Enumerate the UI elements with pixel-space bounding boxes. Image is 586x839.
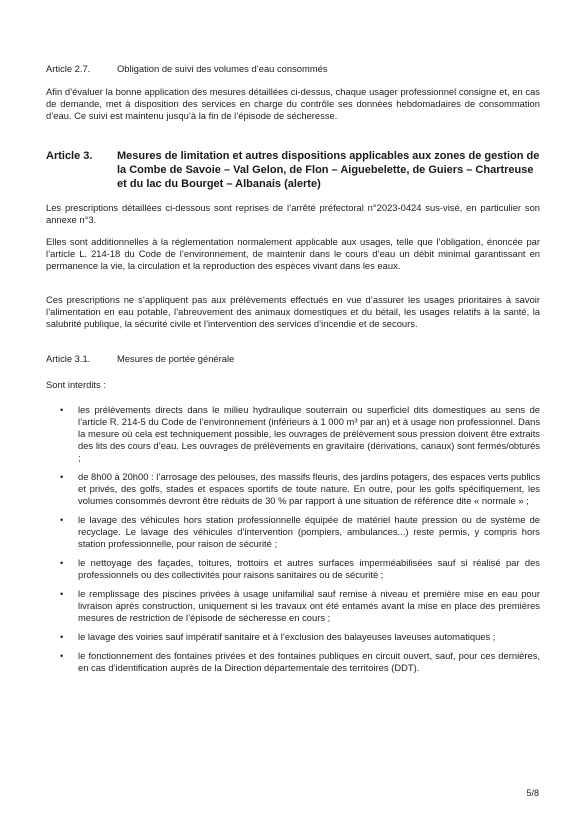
list-item-text: le lavage des véhicules hors station professionnelle équipée de matériel haute pression ou de système de recyclage. Le lavage des véhicules d’intervention (pompiers, ambulances...) reste permis, y compris hors station professionnelle, pour raison de sécurité ; (78, 514, 540, 549)
article-2-7-number: Article 2.7. (46, 63, 91, 74)
list-item-text: le lavage des voiries sauf impératif sanitaire et à l’exclusion des balayeuses laveuses automatiques ; (78, 631, 496, 642)
article-2-7-title: Obligation de suivi des volumes d’eau consommés (117, 63, 328, 74)
article-3-heading (46, 149, 540, 191)
prohibitions-list (60, 404, 540, 681)
page-number: 5/8 (526, 788, 539, 798)
bullet-marker: • (60, 471, 64, 482)
list-item (60, 650, 540, 674)
bullet-marker: • (60, 514, 64, 525)
list-item (60, 557, 540, 581)
article-3-title: Mesures de limitation et autres dispositions applicables aux zones de gestion de la Combe de Savoie – Val Gelon, de Flon – Aiguebelette, de Guiers – Chartreuse et du lac du Bourget – Albanais (alerte) (117, 150, 540, 190)
article-3-1-number: Article 3.1. (46, 353, 91, 364)
bullet-marker: • (60, 588, 64, 599)
article-3-paragraph-3: Ces prescriptions ne s’appliquent pas aux prélèvements effectués en vue d’assurer les usages prioritaires à savoir l’alimentation en eau potable, l’abreuvement des animaux domestiques et du bétail, les usages relatifs à la santé, la salubrité publique, la sécurité civile et l’intervention des services d’incendie et de secours. (46, 294, 540, 329)
list-item (60, 588, 540, 624)
article-3-1-heading (46, 353, 540, 365)
list-item (60, 471, 540, 507)
list-item (60, 514, 540, 550)
list-item-text: le fonctionnement des fontaines privées et des fontaines publiques en circuit ouvert, sauf, pour ces dernières, en cas d’identification auprès de la Direction départementale des territoires (DDT). (78, 650, 540, 673)
list-item-text: de 8h00 à 20h00 : l’arrosage des pelouses, des massifs fleuris, des jardins potagers, des espaces verts publics et privés, des golfs, stades et espaces sportifs de toute nature. En outre, pour les golfs spécifiquement, les volumes consommés devront être réduits de 30 % par rapport à une situation de référence dite « normale » ; (78, 471, 540, 506)
article-3-number: Article 3. (46, 150, 93, 162)
list-item-text: les prélèvements directs dans le milieu hydraulique souterrain ou superficiel dits domestiques au sens de l’article R. 214-5 du Code de l’environnement (inférieurs à 1 000 m³ par an) et à usage non professionnel. Dans la mesure où cela est techniquement possible, les ouvrages de prélèvement sous pression doivent être extraits des lits des cours d’eau. Les ouvrages de prélèvements en gravitaire (dérivations, canaux) sont fermés/obturés ; (78, 404, 540, 463)
article-3-paragraph-1: Les prescriptions détaillées ci-dessous sont reprises de l’arrêté préfectoral n°2023-0424 sus-visé, en particulier son annexe n°3. (46, 202, 540, 225)
bullet-marker: • (60, 631, 64, 642)
article-3-paragraph-2: Elles sont additionnelles à la réglementation normalement applicable aux usages, telle que l’obligation, énoncée par l’article L. 214-18 du Code de l’environnement, de maintenir dans le cours d’eau un débit minimal garantissant en permanence la vie, la circulation et la reproduction des espèces vivant dans les eaux. (46, 236, 540, 271)
article-3-1-title: Mesures de portée générale (117, 353, 235, 364)
bullet-marker: • (60, 650, 64, 661)
article-2-7-paragraph: Afin d’évaluer la bonne application des mesures détaillées ci-dessus, chaque usager professionnel consigne et, en cas de demande, met à disposition des services en charge du contrôle ses données hebdomadaires de consommation d’eau. Ce suivi est maintenu jusqu’à la fin de l’épisode de sécheresse. (46, 86, 540, 121)
article-3-1-intro: Sont interdits : (46, 379, 106, 390)
bullet-marker: • (60, 404, 64, 415)
list-item-text: le nettoyage des façades, toitures, trottoirs et autres surfaces imperméabilisées sauf si réalisé par des professionnels ou des collectivités pour raisons sanitaires ou de sécurité ; (78, 557, 540, 580)
bullet-marker: • (60, 557, 64, 568)
list-item (60, 404, 540, 464)
article-2-7-heading (46, 63, 540, 75)
list-item (60, 631, 540, 643)
list-item-text: le remplissage des piscines privées à usage unifamilial sauf remise à niveau et première mise en eau pour livraison après construction, uniquement si les travaux ont été entamés avant la mise en place des premières mesures de restriction de l’épisode de sécheresse en cours ; (78, 588, 540, 623)
